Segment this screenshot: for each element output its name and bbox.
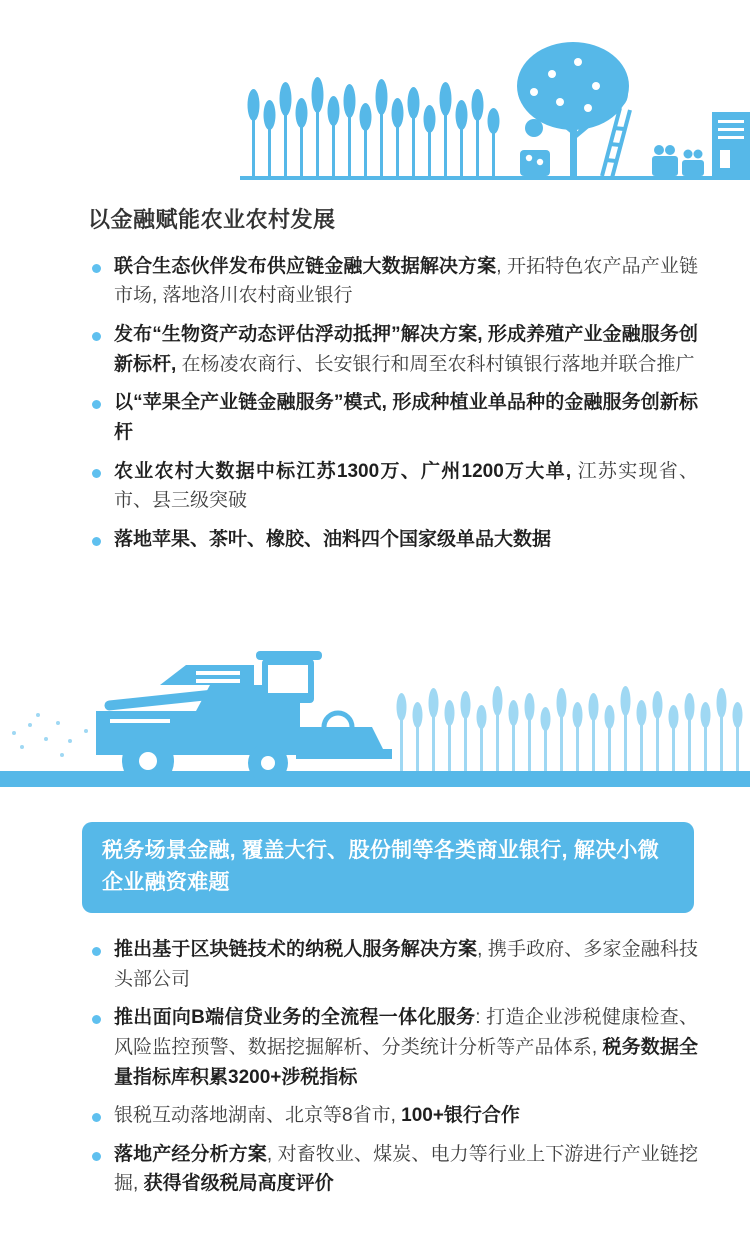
wheat-field-with-orchard-tree-and-silo-illustration <box>0 0 750 190</box>
emphasis-text: 税务数据全量指标库积累3200+涉税指标 <box>114 1036 698 1088</box>
body-text: 在杨凌农商行、长安银行和周至农科村镇银行落地并联合推广 <box>176 353 695 375</box>
emphasis-text: 落地苹果、茶叶、橡胶、油料四个国家级单品大数据 <box>114 528 552 550</box>
list-item <box>88 1003 698 1092</box>
section-one-bullet-list <box>88 252 698 555</box>
body-text: , 对畜牧业、煤炭、电力等行业上下游进行产业链挖掘, <box>114 1143 698 1195</box>
body-text: : 打造企业涉税健康检查、风险监控预警、数据挖掘解析、分类统计分析等产品体系, <box>114 1007 698 1058</box>
list-item <box>88 525 698 555</box>
section-finance-empowers-agriculture <box>0 205 750 563</box>
list-item <box>88 935 698 994</box>
body-text: 江苏实现省、市、县三级突破 <box>114 460 698 512</box>
body-text: 银税互动落地湖南、北京等8省市, <box>114 1105 402 1127</box>
emphasis-text: 发布“生物资产动态评估浮动抵押”解决方案, 形成养殖产业金融服务创新标杆, <box>114 324 698 375</box>
list-item <box>88 388 698 447</box>
emphasis-text: 发布供应链金融大数据解决方案 <box>228 255 497 277</box>
list-item <box>88 1140 698 1199</box>
section-two-bullet-list <box>88 935 698 1199</box>
emphasis-text: 推出基于区块链技术的纳税人服务解决方案 <box>114 939 478 960</box>
emphasis-text: 推出面向B端信贷业务的全流程一体化服务 <box>114 1007 476 1029</box>
harvester-in-wheat-field-illustration <box>0 615 750 800</box>
section-two-callout: 税务场景金融, 覆盖大行、股份制等各类商业银行, 解决小微企业融资难题 <box>82 822 694 913</box>
emphasis-text: 联合生态伙伴 <box>114 255 229 277</box>
emphasis-text: 落地产经分析方案 <box>114 1143 267 1165</box>
body-text: , 开拓特色农产品产业链市场, 落地洛川农村商业银行 <box>114 255 698 307</box>
list-item <box>88 252 698 311</box>
emphasis-text: 获得省级税局高度评价 <box>143 1173 334 1195</box>
emphasis-text: 农业农村大数据中标江苏1300万、广州1200万大单, <box>114 460 572 482</box>
section-one-heading: 以金融赋能农业农村发展 <box>88 207 336 232</box>
list-item <box>88 320 698 379</box>
body-text: , 携手政府、多家金融科技头部公司 <box>114 939 698 990</box>
list-item <box>88 1101 698 1131</box>
list-item <box>88 457 698 516</box>
emphasis-text: 以“苹果全产业链金融服务”模式, 形成种植业单品种的金融服务创新标杆 <box>114 392 698 443</box>
section-tax-scenario-finance <box>0 822 750 1208</box>
emphasis-text: 100+银行合作 <box>401 1105 520 1127</box>
